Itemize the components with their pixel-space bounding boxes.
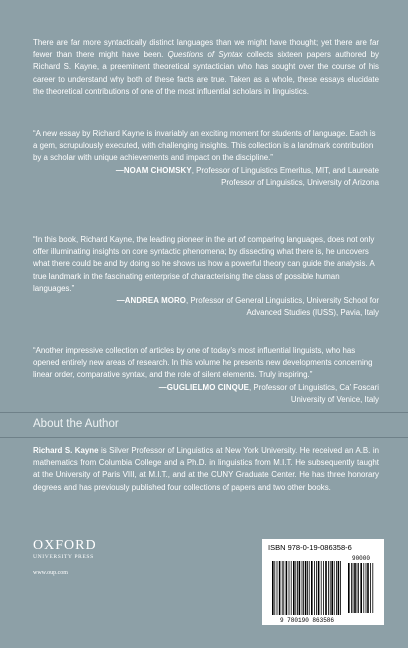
barcode-bar — [295, 561, 296, 615]
barcode-bar — [272, 561, 274, 615]
barcode-bar — [305, 561, 307, 615]
barcode-bar — [358, 563, 359, 613]
barcode-bar — [277, 561, 278, 615]
quote-author: —NOAM CHOMSKY — [115, 165, 192, 175]
barcode-bar — [351, 563, 352, 613]
barcode-bar — [372, 563, 373, 613]
price-code: 90000 — [351, 555, 371, 562]
barcode-bar — [316, 561, 317, 615]
barcode-graphic — [262, 539, 384, 625]
blurb-book-title: Questions of Syntax — [167, 50, 243, 60]
barcode-bar — [331, 561, 333, 615]
quote-affiliation-line1: , Professor of Linguistics Emeritus, MIT, and Laureate — [191, 165, 379, 175]
quote-text: “Another impressive collection of articles by one of today’s most influential linguists, who has opened entirely new areas of research. In this volume he presents new developments concerning linear order, comparative syntax, and the role of silent elements. Truly inspiring.” — [33, 346, 373, 380]
barcode-bar — [302, 561, 303, 615]
quote-affiliation-line2: Professor of Linguistics, University of Arizona — [221, 177, 379, 187]
barcode-bar — [323, 561, 324, 615]
quote-author: —ANDREA MORO — [116, 296, 187, 306]
barcode-bar — [279, 561, 281, 615]
endorsement-quote-moro — [33, 234, 379, 319]
isbn-label: ISBN 978-0-19-086358-6 — [268, 543, 352, 552]
quote-text: “In this book, Richard Kayne, the leading pioneer in the art of comparing languages, does not only offer illuminating insights on core syntactic phenomena; by dissecting what there is, he uncovers what there could be and by doing so he shows us how a powerful theory can guide the analysis. A true landmark in the fascinating enterprise of characterising the class of possible human languages.” — [33, 235, 375, 293]
barcode-bar — [283, 561, 284, 615]
about-author-heading: About the Author — [33, 418, 119, 430]
quote-attribution — [33, 295, 379, 319]
barcode-bar — [357, 563, 358, 613]
barcode-bar — [303, 561, 304, 615]
quote-author: —GUGLIELMO CINQUE — [158, 382, 250, 392]
blurb-part1: There are far more syntactically distinct languages than we might have thought; yet there are far fewer than there might have been. — [33, 38, 379, 60]
quote-affiliation-line1: , Professor of General Linguistics, University School for — [186, 296, 379, 306]
barcode-bar — [291, 561, 292, 615]
author-bio: is Silver Professor of Linguistics at New York University. He received an A.B. in mathematics from Columbia College and a Ph.D. in linguistics from M.I.T. He subsequently taught at the University of Paris VIII, at M.I.T., and at the CUNY Graduate Center. He has three honorary degrees and has previously published four collections of papers and two other books. — [33, 446, 379, 492]
section-divider-bottom — [0, 437, 408, 438]
barcode-bar — [282, 561, 283, 615]
author-name: Richard S. Kayne — [33, 446, 99, 455]
barcode-bar — [366, 563, 367, 613]
barcode-bar — [353, 563, 354, 613]
barcode-bar — [299, 561, 301, 615]
barcode-bar — [321, 561, 322, 615]
blurb-part2: collects sixteen papers authored by Richard S. Kayne, a preeminent theoretical syntactician who has sought over the course of his career to understand why both of these facts are true. Taken as a whole, these essays elucidate the theoretical contributions of one of the most influential scholars in linguistics. — [33, 50, 379, 96]
publisher-name: OXFORD — [33, 538, 97, 553]
barcode-bar — [336, 561, 337, 615]
publisher-subtitle: UNIVERSITY PRESS — [33, 554, 94, 560]
barcode-bar — [309, 561, 310, 615]
barcode-bar — [328, 561, 329, 615]
book-blurb — [33, 37, 379, 98]
section-divider-top — [0, 412, 408, 413]
isbn-barcode — [262, 539, 384, 625]
publisher-url: www.oup.com — [33, 570, 68, 576]
quote-affiliation-line2: University of Venice, Italy — [290, 394, 379, 404]
barcode-bars-main — [272, 561, 341, 615]
barcode-bar — [297, 561, 298, 615]
endorsement-quote-chomsky — [33, 128, 379, 189]
barcode-bar — [307, 561, 308, 615]
barcode-bar — [354, 563, 356, 613]
barcode-bar — [286, 561, 288, 615]
quote-text: “A new essay by Richard Kayne is invariably an exciting moment for students of language. Each is a gem, scrupulously executed, with challenging insights. This collection is a landmark contribution by a scholar with unique achievements and impact on the discipline.” — [33, 129, 376, 163]
barcode-bar — [330, 561, 331, 615]
barcode-bar — [293, 561, 295, 615]
barcode-bars-addon — [348, 563, 373, 613]
barcode-bar — [340, 561, 341, 615]
quote-affiliation-line1: , Professor of Linguistics, Ca’ Foscari — [249, 382, 379, 392]
barcode-bar — [363, 563, 364, 613]
barcode-bar — [338, 561, 340, 615]
quote-attribution — [33, 382, 379, 406]
quote-attribution — [33, 165, 379, 189]
barcode-bar — [360, 563, 362, 613]
barcode-bar — [325, 561, 327, 615]
barcode-digits: 9 780190 863586 — [279, 617, 335, 624]
publisher-logo — [33, 539, 113, 576]
quote-affiliation-line2: Advanced Studies (IUSS), Pavia, Italy — [246, 308, 379, 318]
barcode-bar — [274, 561, 275, 615]
barcode-bar — [314, 561, 315, 615]
barcode-bar — [334, 561, 335, 615]
barcode-bar — [318, 561, 320, 615]
barcode-bar — [370, 563, 371, 613]
barcode-bar — [348, 563, 350, 613]
barcode-bar — [367, 563, 369, 613]
barcode-bar — [289, 561, 290, 615]
endorsement-quote-cinque — [33, 345, 379, 406]
barcode-bar — [311, 561, 313, 615]
about-author-text — [33, 445, 379, 494]
